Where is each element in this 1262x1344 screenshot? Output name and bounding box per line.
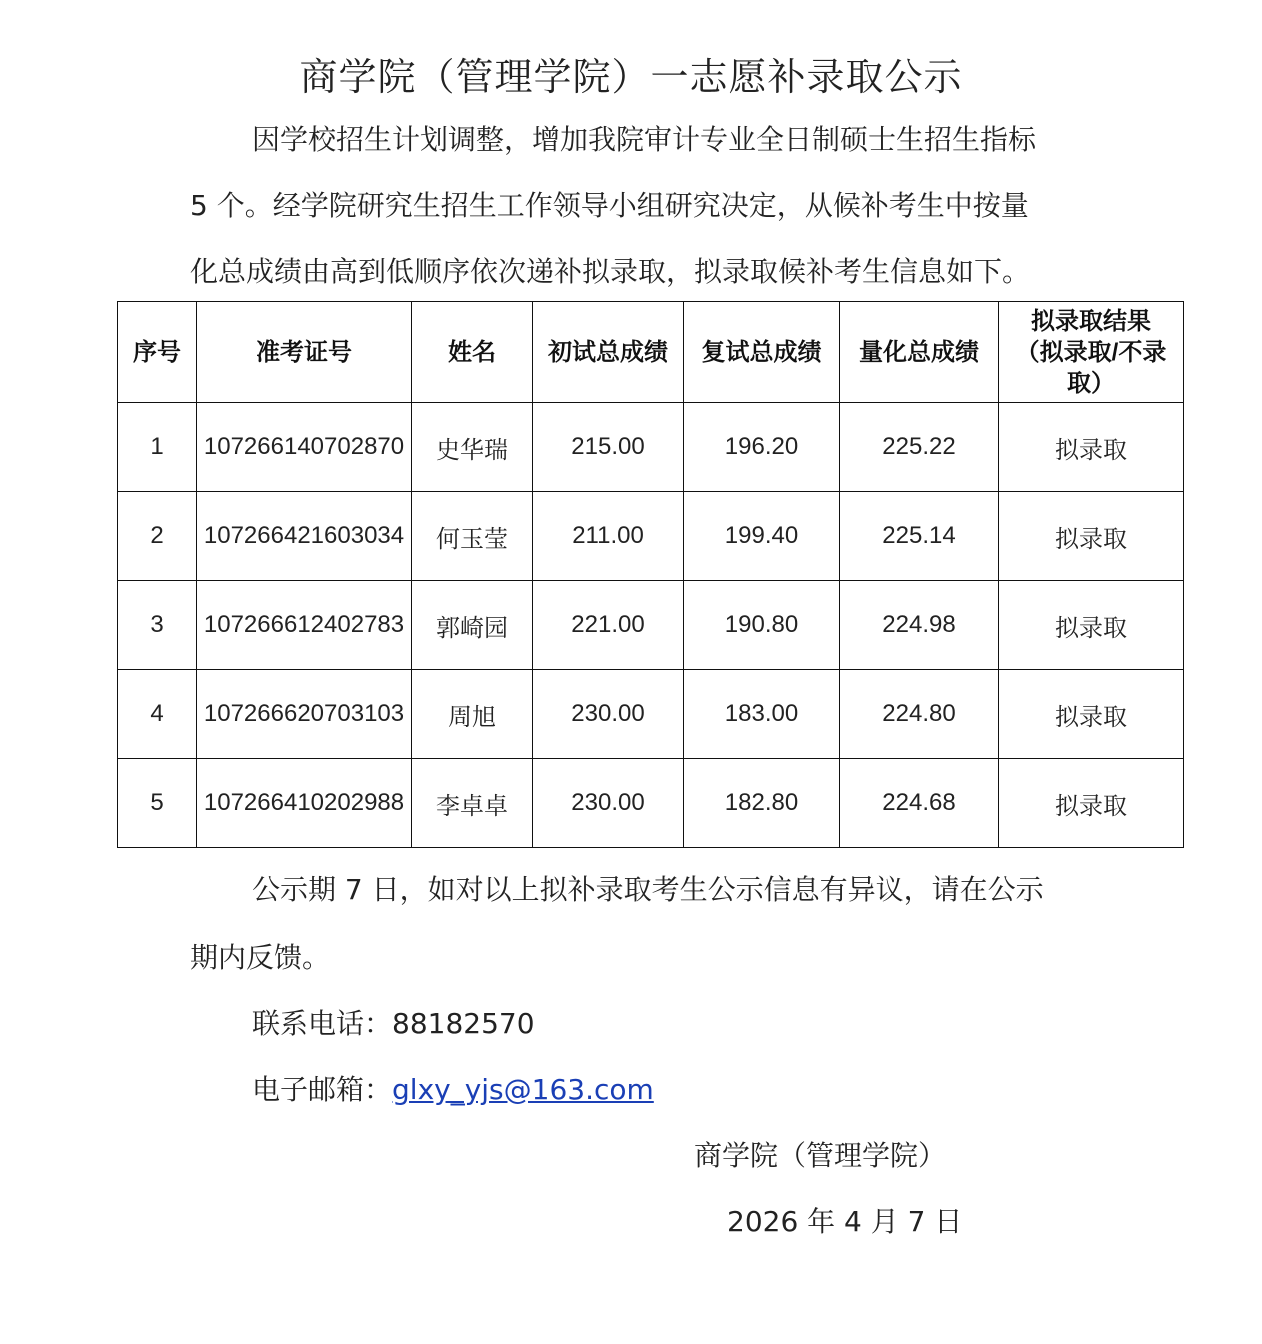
table-row: [118, 670, 1184, 759]
cell-initial-score: 221.00: [533, 581, 684, 670]
cell-result: 拟录取: [999, 581, 1184, 670]
cell-result: 拟录取: [999, 403, 1184, 492]
intro-line-3: 化总成绩由高到低顺序依次递补拟录取，拟录取候补考生信息如下。: [190, 255, 1031, 288]
header-name: 姓名: [412, 302, 533, 403]
cell-total-score: 224.80: [840, 670, 999, 759]
cell-retest-score: 183.00: [684, 670, 840, 759]
cell-retest-score: 190.80: [684, 581, 840, 670]
cell-exam-id: 107266421603034: [197, 492, 412, 581]
cell-index: 1: [118, 403, 197, 492]
phone-label: 联系电话：: [252, 1007, 393, 1040]
cell-index: 2: [118, 492, 197, 581]
signature-org: 商学院（管理学院）: [694, 1139, 947, 1172]
cell-exam-id: 107266140702870: [197, 403, 412, 492]
cell-name: 史华瑞: [412, 403, 533, 492]
cell-total-score: 224.68: [840, 759, 999, 848]
intro-line-2: 5 个。经学院研究生招生工作领导小组研究决定，从候补考生中按量: [190, 189, 1029, 222]
cell-name: 周旭: [412, 670, 533, 759]
cell-exam-id: 107266620703103: [197, 670, 412, 759]
contact-phone: [252, 1002, 535, 1042]
cell-name: 郭崎园: [412, 581, 533, 670]
header-index: 序号: [118, 302, 197, 403]
cell-exam-id: 107266612402783: [197, 581, 412, 670]
notice-line-1: 公示期 7 日，如对以上拟补录取考生公示信息有异议，请在公示: [252, 873, 1044, 906]
admission-table: [117, 301, 1184, 848]
intro-line-1: 因学校招生计划调整，增加我院审计专业全日制硕士生招生指标: [252, 123, 1037, 156]
signature-date: 2026 年 4 月 7 日: [727, 1205, 963, 1238]
cell-index: 4: [118, 670, 197, 759]
contact-email: [252, 1068, 654, 1108]
cell-total-score: 224.98: [840, 581, 999, 670]
cell-name: 何玉莹: [412, 492, 533, 581]
header-total-score: 量化总成绩: [840, 302, 999, 403]
table-row: [118, 759, 1184, 848]
cell-retest-score: 199.40: [684, 492, 840, 581]
header-retest-score: 复试总成绩: [684, 302, 840, 403]
table-header-row: [118, 302, 1184, 403]
cell-exam-id: 107266410202988: [197, 759, 412, 848]
cell-initial-score: 230.00: [533, 759, 684, 848]
cell-total-score: 225.22: [840, 403, 999, 492]
table-row: [118, 581, 1184, 670]
header-exam-id: 准考证号: [197, 302, 412, 403]
cell-result: 拟录取: [999, 759, 1184, 848]
cell-result: 拟录取: [999, 492, 1184, 581]
table-row: [118, 403, 1184, 492]
notice-line-2: 期内反馈。: [190, 941, 331, 974]
table-row: [118, 492, 1184, 581]
header-initial-score: 初试总成绩: [533, 302, 684, 403]
phone-number: 88182570: [392, 1007, 535, 1040]
cell-initial-score: 211.00: [533, 492, 684, 581]
cell-index: 3: [118, 581, 197, 670]
cell-initial-score: 215.00: [533, 403, 684, 492]
email-link[interactable]: glxy_yjs@163.com: [392, 1073, 654, 1106]
cell-retest-score: 196.20: [684, 403, 840, 492]
cell-name: 李卓卓: [412, 759, 533, 848]
cell-index: 5: [118, 759, 197, 848]
page-title: 商学院（管理学院）一志愿补录取公示: [299, 55, 963, 99]
cell-initial-score: 230.00: [533, 670, 684, 759]
cell-result: 拟录取: [999, 670, 1184, 759]
cell-total-score: 225.14: [840, 492, 999, 581]
header-result: 拟录取结果（拟录取/不录取）: [999, 302, 1184, 403]
email-label: 电子邮箱：: [252, 1073, 393, 1106]
cell-retest-score: 182.80: [684, 759, 840, 848]
